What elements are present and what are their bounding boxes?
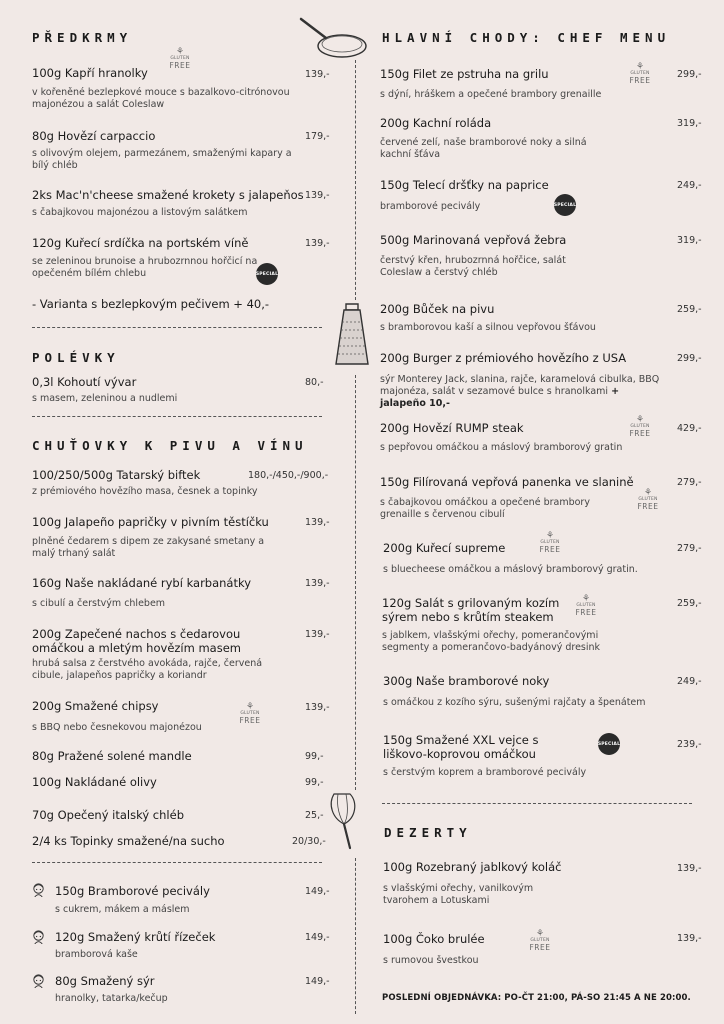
divider xyxy=(382,803,692,804)
menu-item-desc: hrubá salsa z čerstvého avokáda, rajče, červená cibule, jalapeňos papričky a koriandr xyxy=(32,658,263,681)
menu-item-name: 500g Marinovaná vepřová žebra xyxy=(380,233,567,247)
wheat-icon: ⚘ xyxy=(175,47,185,57)
menu-item-price: 139,- xyxy=(305,578,330,589)
menu-item-desc: s rumovou švestkou xyxy=(383,955,479,966)
menu-item-name: 150g Smažené XXL vejce s liškovo-koprovou omáčkou xyxy=(383,733,539,761)
menu-item-price: 259,- xyxy=(677,598,702,609)
menu-item-price: 319,- xyxy=(677,235,702,246)
child-icon xyxy=(31,929,46,944)
menu-item-price: 299,- xyxy=(677,353,702,364)
divider xyxy=(32,862,322,863)
menu-item-desc: s bramborovou kaší a silnou vepřovou šťávou xyxy=(380,322,596,333)
menu-item-price: 139,- xyxy=(305,629,330,640)
menu-item-desc: v kořeněné bezlepkové mouce s bazalkovo-citrónovou majonézou a salát Coleslaw xyxy=(32,87,290,110)
menu-item-name: 200g Hovězí RUMP steak xyxy=(380,421,524,435)
menu-item-name: 80g Smažený sýr xyxy=(55,974,155,988)
menu-item-price: 139,- xyxy=(305,702,330,713)
menu-item-desc: bramborové pecivály xyxy=(380,201,481,212)
gluten-free-badge: ⚘ GLUTEN FREE xyxy=(529,929,551,952)
menu-item-name: 200g Zapečené nachos s čedarovou omáčkou a mletým hovězím masem xyxy=(32,627,241,655)
menu-item-desc: bramborová kaše xyxy=(55,949,138,960)
menu-item-price: 149,- xyxy=(305,976,330,987)
last-order-note: POSLEDNÍ OBJEDNÁVKA: PO-ČT 21:00, PÁ-SO 21:45 A NE 20:00. xyxy=(382,993,691,1003)
section-heading-chutovky: CHUŤOVKY K PIVU A VÍNU xyxy=(32,438,308,453)
special-badge: SPECIAL xyxy=(256,263,278,285)
menu-item-price: 149,- xyxy=(305,886,330,897)
menu-item-name: 150g Filírovaná vepřová panenka ve slanině xyxy=(380,475,634,489)
menu-item-price: 139,- xyxy=(305,69,330,80)
child-icon xyxy=(31,973,46,988)
menu-item-name: 200g Kuřecí supreme xyxy=(383,541,506,555)
menu-item-name: 100g Jalapeño papričky v pivním těstíčku xyxy=(32,515,269,529)
menu-item-desc: s BBQ nebo česnekovou majonézou xyxy=(32,722,202,733)
menu-item-desc: plněné čedarem s dipem ze zakysané smetany a malý trhaný salát xyxy=(32,536,265,559)
gluten-free-badge: ⚘ GLUTEN FREE xyxy=(539,531,561,554)
menu-item-name: 100g Nakládané olivy xyxy=(32,775,157,789)
menu-item-name: 80g Hovězí carpaccio xyxy=(32,129,156,143)
menu-item-desc: z prémiového hovězího masa, česnek a topinky xyxy=(32,486,258,497)
section-heading-hlavni: HLAVNÍ CHODY: CHEF MENU xyxy=(382,30,671,45)
menu-item-desc: s bluecheese omáčkou a máslový bramborový gratin. xyxy=(383,564,638,575)
menu-item-desc: s jablkem, vlašskými ořechy, pomerančovými segmenty a pomerančovo-badyánový dresink xyxy=(382,630,601,653)
menu-item-name: 100g Čoko brulée xyxy=(383,932,485,946)
frying-pan-icon xyxy=(298,16,368,66)
menu-item-price: 279,- xyxy=(677,477,702,488)
menu-item-desc: s vlašskými ořechy, vanilkovým tvarohem a Lotuskami xyxy=(383,883,534,906)
menu-item-name: 80g Pražené solené mandle xyxy=(32,749,192,763)
gluten-free-badge: ⚘ GLUTEN FREE xyxy=(637,488,659,511)
menu-item-name: 70g Opečený italský chléb xyxy=(32,808,184,822)
menu-item-desc: s čabajkovou omáčkou a opečené brambory grenaille s červenou cibulí xyxy=(380,497,590,520)
menu-item-desc: se zeleninou brunoise a hrubozrnnou hořčicí na opečeném bílém chlebu xyxy=(32,256,258,279)
gluten-free-badge: ⚘ GLUTEN FREE xyxy=(239,702,261,725)
menu-item-price: 299,- xyxy=(677,69,702,80)
wheat-icon: ⚘ xyxy=(535,929,545,939)
menu-item-desc: červené zelí, naše bramborové noky a silná kachní šťáva xyxy=(380,137,587,160)
gluten-free-badge: ⚘ GLUTEN FREE xyxy=(575,594,597,617)
wheat-icon: ⚘ xyxy=(245,702,255,712)
gluten-free-badge: ⚘ GLUTEN FREE xyxy=(629,62,651,85)
wheat-icon: ⚘ xyxy=(545,531,555,541)
menu-item-price: 25,- xyxy=(305,810,324,821)
menu-item-name: 2ks Mac'n'cheese smažené krokety s jalapeňos xyxy=(32,188,304,202)
menu-item-price: 139,- xyxy=(305,238,330,249)
child-icon xyxy=(31,882,46,897)
gluten-free-note: - Varianta s bezlepkovým pečivem + 40,- xyxy=(32,297,270,311)
divider xyxy=(32,327,322,328)
menu-item-desc: hranolky, tatarka/kečup xyxy=(55,993,168,1004)
menu-item-desc: s pepřovou omáčkou a máslový bramborový gratin xyxy=(380,442,623,453)
menu-item-price: 239,- xyxy=(677,739,702,750)
column-divider xyxy=(355,858,356,1014)
menu-item-name: 200g Smažené chipsy xyxy=(32,699,159,713)
gluten-free-badge: ⚘ GLUTEN FREE xyxy=(629,415,651,438)
wheat-icon: ⚘ xyxy=(635,62,645,72)
gluten-free-badge: ⚘ GLUTEN FREE xyxy=(169,47,191,70)
menu-item-desc: s cukrem, mákem a máslem xyxy=(55,904,190,915)
menu-item-price: 139,- xyxy=(677,863,702,874)
menu-item-name: 150g Filet ze pstruha na grilu xyxy=(380,67,549,81)
menu-item-name: 200g Burger z prémiového hovězího z USA xyxy=(380,351,627,365)
special-badge: SPECIAL xyxy=(598,733,620,755)
menu-item-name: 120g Smažený krůtí řízeček xyxy=(55,930,216,944)
burger-extra: + jalapeño 10,- xyxy=(380,386,620,409)
menu-item-name: 200g Kachní roláda xyxy=(380,116,492,130)
menu-item-price: 259,- xyxy=(677,304,702,315)
menu-item-name: 120g Salát s grilovaným kozím sýrem nebo s krůtím steakem xyxy=(382,596,560,624)
menu-item-price: 429,- xyxy=(677,423,702,434)
menu-item-desc: s cibulí a čerstvým chlebem xyxy=(32,598,166,609)
menu-item-price: 179,- xyxy=(305,131,330,142)
section-heading-polevky: POLÉVKY xyxy=(32,350,120,365)
menu-item-name: 0,3l Kohoutí vývar xyxy=(32,375,137,389)
menu-item-name: 160g Naše nakládané rybí karbanátky xyxy=(32,576,252,590)
menu-item-price: 180,-/450,-/900,- xyxy=(248,470,329,481)
menu-item-price: 249,- xyxy=(677,180,702,191)
section-heading-dezerty: DEZERTY xyxy=(384,825,472,840)
menu-item-desc: s dýní, hráškem a opečené brambory grenaille xyxy=(380,89,602,100)
wheat-icon: ⚘ xyxy=(635,415,645,425)
menu-item-desc: s čabajkovou majonézou a listovým salátkem xyxy=(32,207,248,218)
menu-item-name: 100g Rozebraný jablkový koláč xyxy=(383,860,562,874)
menu-item-price: 279,- xyxy=(677,543,702,554)
menu-item-name: 100g Kapří hranolky xyxy=(32,66,148,80)
menu-item-price: 139,- xyxy=(677,933,702,944)
wheat-icon: ⚘ xyxy=(581,594,591,604)
menu-item-desc: s masem, zeleninou a nudlemi xyxy=(32,393,178,404)
menu-item-desc: s čerstvým koprem a bramborové pecivály xyxy=(383,767,587,778)
menu-item-desc: čerstvý křen, hrubozrnná hořčice, salát Coleslaw a čerstvý chléb xyxy=(380,255,566,278)
menu-item-price: 139,- xyxy=(305,517,330,528)
menu-item-name: 100/250/500g Tatarský biftek xyxy=(32,468,201,482)
menu-item-price: 319,- xyxy=(677,118,702,129)
menu-item-price: 149,- xyxy=(305,932,330,943)
grater-icon xyxy=(332,300,372,370)
menu-item-price: 80,- xyxy=(305,377,324,388)
menu-item-name: 120g Kuřecí srdíčka na portském víně xyxy=(32,236,249,250)
divider xyxy=(32,416,322,417)
menu-item-name: 150g Telecí dršťky na paprice xyxy=(380,178,549,192)
menu-item-desc: s olivovým olejem, parmezánem, smaženými kapary a bílý chléb xyxy=(32,148,292,171)
menu-item-price: 139,- xyxy=(305,190,330,201)
special-badge: SPECIAL xyxy=(554,194,576,216)
menu-item-desc: sýr Monterey Jack, slanina, rajče, karamelová cibulka, BBQ majonéza, salát v sezamové bulce s hranolkami + jalapeño 10,- xyxy=(380,374,660,409)
whisk-icon xyxy=(326,790,362,852)
menu-item-price: 99,- xyxy=(305,751,324,762)
menu-item-name: 2/4 ks Topinky smažené/na sucho xyxy=(32,834,225,848)
menu-item-desc: s omáčkou z kozího sýru, sušenými rajčaty a špenátem xyxy=(383,697,646,708)
menu-item-price: 20/30,- xyxy=(292,836,326,847)
menu-item-price: 99,- xyxy=(305,777,324,788)
menu-item-name: 200g Bůček na pivu xyxy=(380,302,495,316)
menu-item-name: 300g Naše bramborové noky xyxy=(383,674,550,688)
menu-item-price: 249,- xyxy=(677,676,702,687)
section-heading-predkrmy: PŘEDKRMY xyxy=(32,30,133,45)
column-divider xyxy=(355,60,356,300)
wheat-icon: ⚘ xyxy=(643,488,653,498)
menu-item-name: 150g Bramborové pecivály xyxy=(55,884,210,898)
column-divider xyxy=(355,375,356,790)
